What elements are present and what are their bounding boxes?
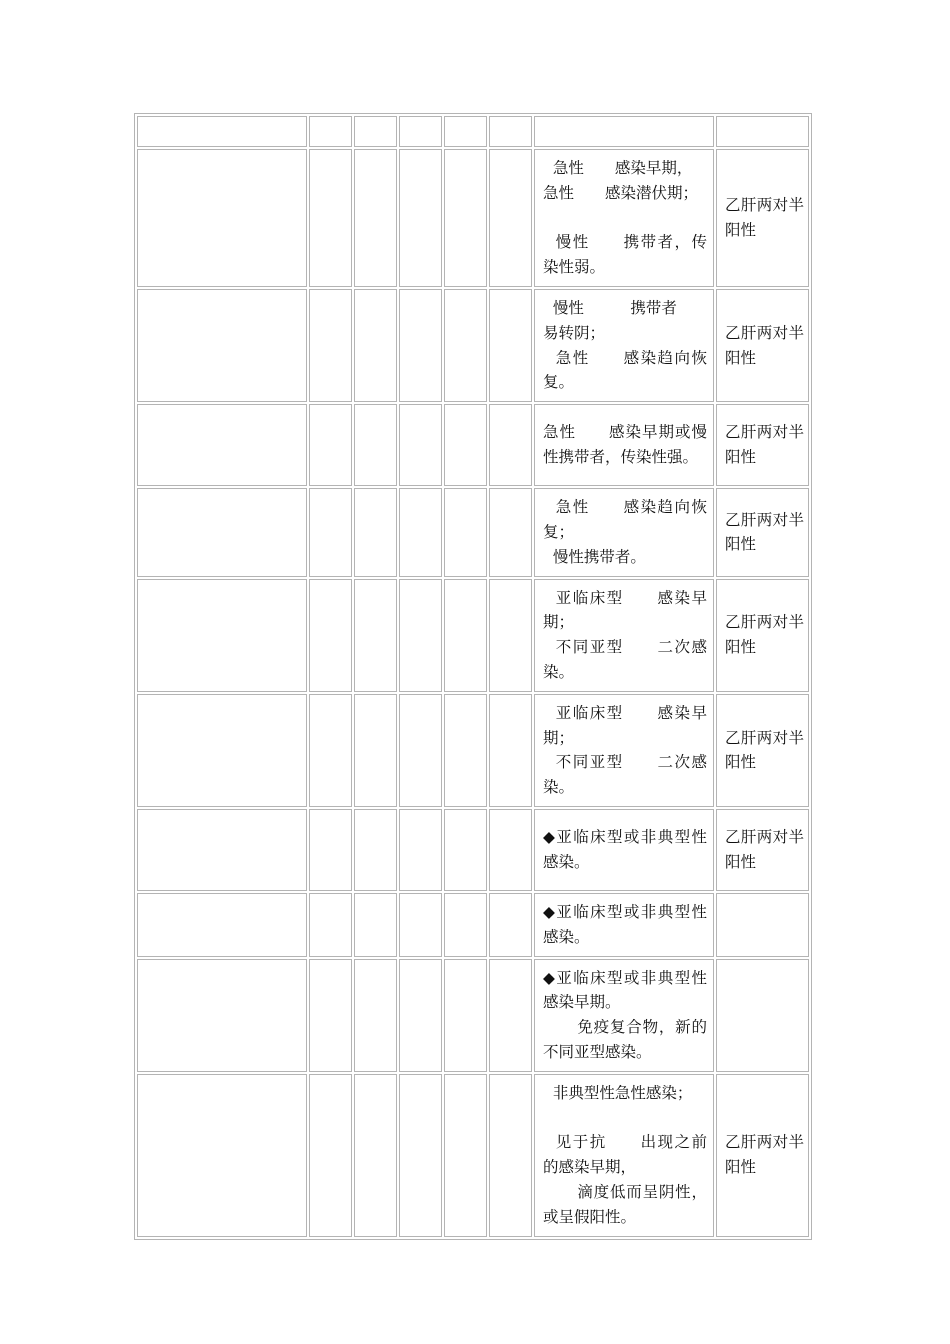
marker-cell [354, 404, 397, 486]
marker-cell [444, 694, 487, 807]
marker-cell [444, 289, 487, 402]
table-row [137, 579, 809, 692]
marker-cell [309, 694, 352, 807]
row-label-cell [137, 694, 307, 807]
marker-cell [309, 404, 352, 486]
row-label-cell [137, 149, 307, 287]
header-cell-6 [489, 116, 532, 147]
row-label-cell [137, 1074, 307, 1237]
table-row [137, 404, 809, 486]
header-cell-1 [137, 116, 307, 147]
marker-cell [489, 959, 532, 1072]
table-row [137, 809, 809, 891]
marker-cell [489, 579, 532, 692]
marker-cell [444, 579, 487, 692]
marker-cell [489, 149, 532, 287]
marker-cell [399, 289, 442, 402]
row-label-cell [137, 404, 307, 486]
clinical-significance-cell: 亚临床型 感染早期； 不同亚型 二次感染。 [534, 579, 714, 692]
marker-cell [399, 488, 442, 576]
marker-cell [489, 893, 532, 957]
marker-cell [354, 149, 397, 287]
clinical-significance-cell: 急性 感染趋向恢复； 慢性携带者。 [534, 488, 714, 576]
marker-cell [399, 959, 442, 1072]
table-row [137, 1074, 809, 1237]
marker-cell [399, 579, 442, 692]
conclusion-cell: 乙肝两对半 阳性 [716, 579, 809, 692]
marker-cell [399, 1074, 442, 1237]
clinical-significance-cell: ◆亚临床型或非典型性感染。 [534, 893, 714, 957]
table-row [137, 149, 809, 287]
header-cell-2 [309, 116, 352, 147]
row-label-cell [137, 488, 307, 576]
marker-cell [309, 579, 352, 692]
marker-cell [399, 893, 442, 957]
marker-cell [489, 289, 532, 402]
row-label-cell [137, 579, 307, 692]
marker-cell [354, 694, 397, 807]
marker-cell [444, 488, 487, 576]
marker-cell [489, 404, 532, 486]
clinical-significance-cell: ◆亚临床型或非典型性感染。 [534, 809, 714, 891]
table-row [137, 289, 809, 402]
conclusion-cell: 乙肝两对半 阳性 [716, 149, 809, 287]
marker-cell [354, 579, 397, 692]
row-label-cell [137, 289, 307, 402]
row-label-cell [137, 809, 307, 891]
marker-cell [309, 893, 352, 957]
marker-cell [354, 959, 397, 1072]
marker-cell [489, 809, 532, 891]
marker-cell [309, 289, 352, 402]
conclusion-cell: 乙肝两对半 阳性 [716, 404, 809, 486]
marker-cell [399, 809, 442, 891]
header-cell-5 [444, 116, 487, 147]
marker-cell [489, 488, 532, 576]
table-row [137, 893, 809, 957]
marker-cell [399, 404, 442, 486]
clinical-significance-cell: 亚临床型 感染早期； 不同亚型 二次感染。 [534, 694, 714, 807]
clinical-significance-cell: 急性 感染早期或慢性携带者，传染性强。 [534, 404, 714, 486]
conclusion-cell: 乙肝两对半 阳性 [716, 809, 809, 891]
marker-cell [309, 959, 352, 1072]
marker-cell [354, 488, 397, 576]
header-row [137, 116, 809, 147]
marker-cell [444, 149, 487, 287]
table-row [137, 488, 809, 576]
header-cell-4 [399, 116, 442, 147]
header-cell-8 [716, 116, 809, 147]
marker-cell [309, 809, 352, 891]
conclusion-cell: 乙肝两对半 阳性 [716, 488, 809, 576]
marker-cell [354, 1074, 397, 1237]
marker-cell [444, 809, 487, 891]
marker-cell [354, 809, 397, 891]
table-row [137, 959, 809, 1072]
marker-cell [309, 488, 352, 576]
row-label-cell [137, 893, 307, 957]
marker-cell [399, 149, 442, 287]
marker-cell [354, 893, 397, 957]
marker-cell [489, 1074, 532, 1237]
marker-cell [309, 149, 352, 287]
marker-cell [444, 893, 487, 957]
clinical-significance-cell: ◆亚临床型或非典型性感染早期。 免疫复合物，新的不同亚型感染。 [534, 959, 714, 1072]
marker-cell [354, 289, 397, 402]
marker-cell [309, 1074, 352, 1237]
table-row [137, 694, 809, 807]
marker-cell [444, 959, 487, 1072]
conclusion-cell: 乙肝两对半 阳性 [716, 1074, 809, 1237]
clinical-significance-cell: 急性 感染早期， 急性 感染潜伏期； 慢性 携带者，传染性弱。 [534, 149, 714, 287]
hbv-results-table [134, 113, 834, 1240]
clinical-significance-cell: 慢性 携带者 易转阴； 急性 感染趋向恢复。 [534, 289, 714, 402]
marker-cell [489, 694, 532, 807]
clinical-significance-cell: 非典型性急性感染； 见于抗 出现之前的感染早期， 滴度低而呈阴性，或呈假阳性。 [534, 1074, 714, 1237]
row-label-cell [137, 959, 307, 1072]
marker-cell [399, 694, 442, 807]
conclusion-cell [716, 959, 809, 1072]
conclusion-cell [716, 893, 809, 957]
marker-cell [444, 1074, 487, 1237]
header-cell-3 [354, 116, 397, 147]
conclusion-cell: 乙肝两对半 阳性 [716, 694, 809, 807]
header-cell-7 [534, 116, 714, 147]
marker-cell [444, 404, 487, 486]
conclusion-cell: 乙肝两对半 阳性 [716, 289, 809, 402]
